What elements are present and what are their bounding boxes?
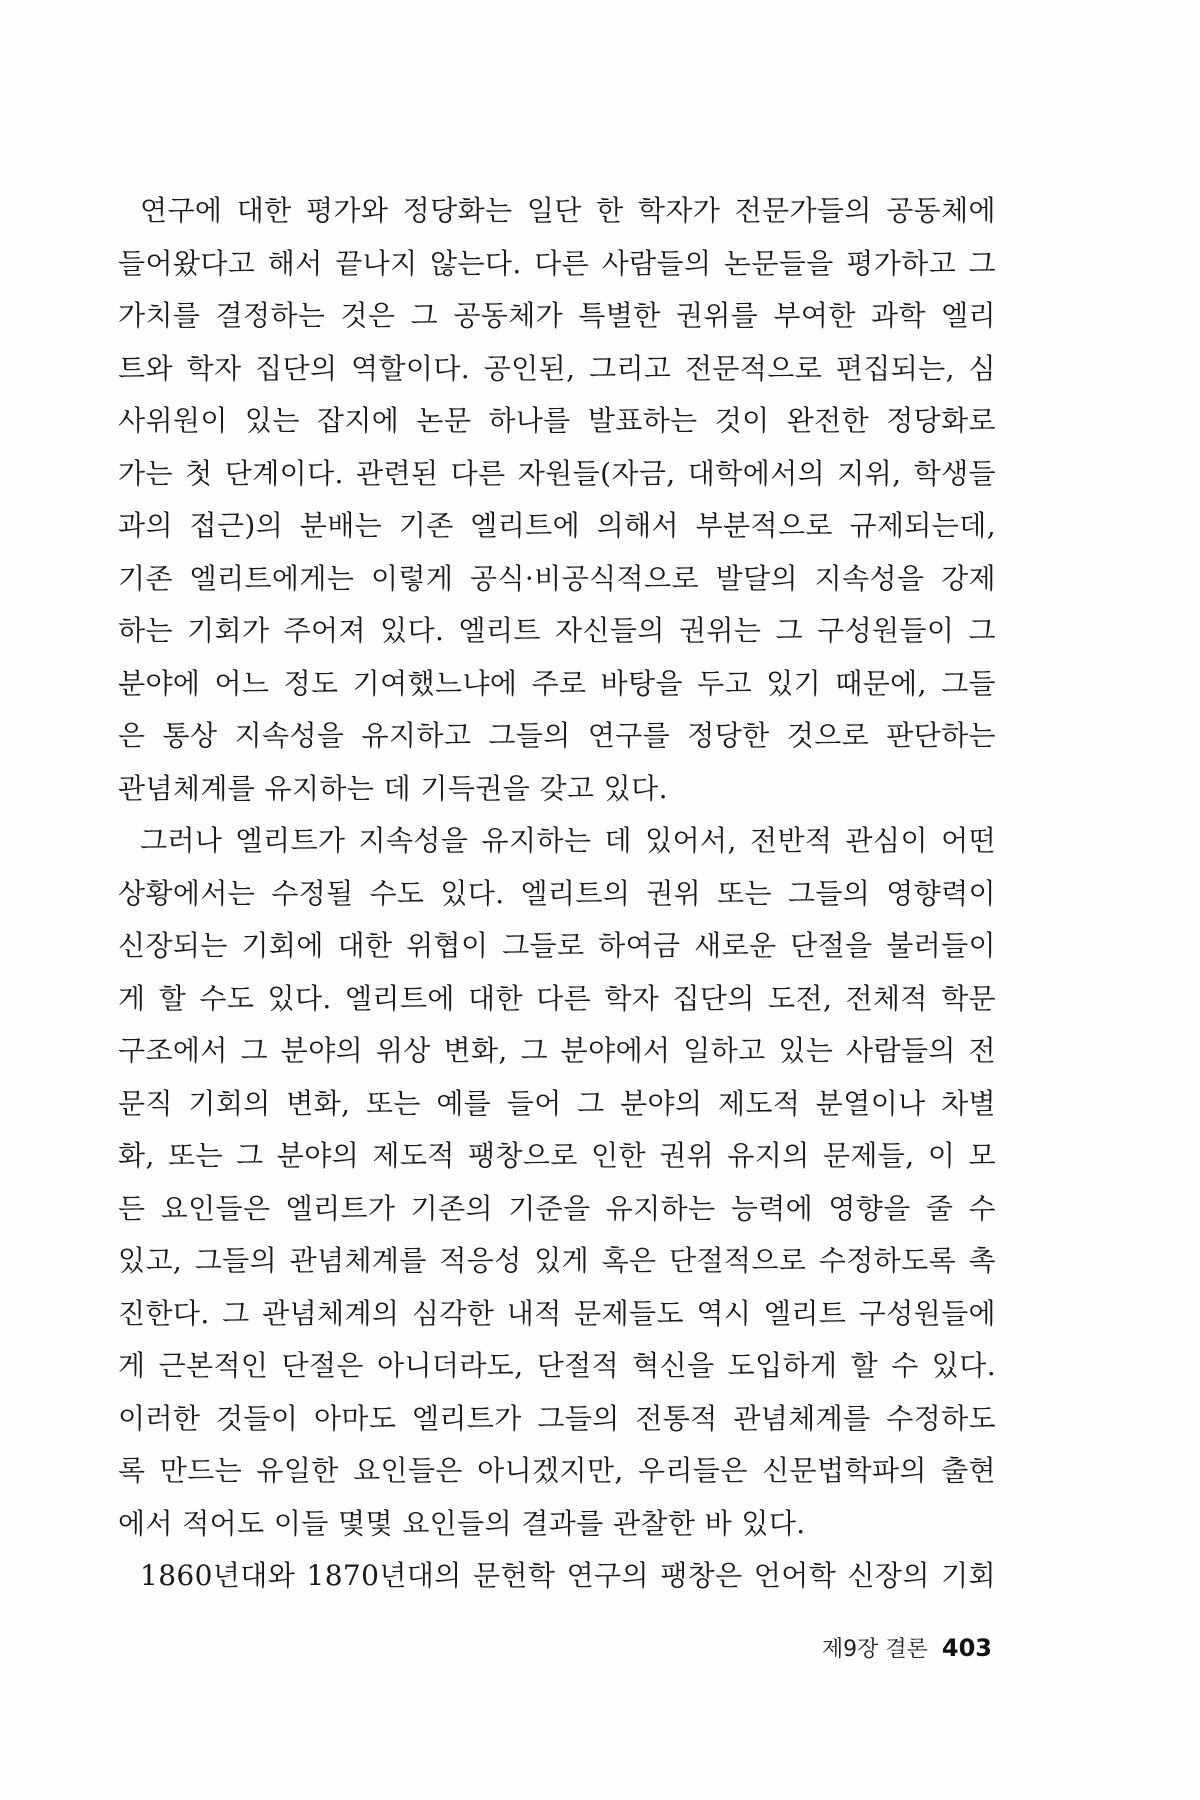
- body-text: [118, 185, 996, 1603]
- paragraph-1: [118, 185, 996, 815]
- text-line: 록 만드는 유일한 요인들은 아니겠지만, 우리들은 신문법학파의 출현: [118, 1454, 996, 1487]
- text-line: 가치를 결정하는 것은 그 공동체가 특별한 권위를 부여한 과학 엘리: [118, 299, 996, 332]
- text-line: 진한다. 그 관념체계의 심각한 내적 문제들도 역시 엘리트 구성원들에: [118, 1296, 996, 1330]
- text-line: 화, 또는 그 분야의 제도적 팽창으로 인한 권위 유지의 문제들, 이 모: [118, 1139, 996, 1172]
- text-line: 들어왔다고 해서 끝나지 않는다. 다른 사람들의 논문들을 평가하고 그: [118, 246, 996, 280]
- text-line: 에서 적어도 이들 몇몇 요인들의 결과를 관찰한 바 있다.: [118, 1506, 806, 1540]
- text-line: 하는 기회가 주어져 있다. 엘리트 자신들의 권위는 그 구성원들이 그: [118, 614, 996, 647]
- text-line: 있고, 그들의 관념체계를 적응성 있게 혹은 단절적으로 수정하도록 촉: [118, 1244, 996, 1277]
- text-line: 트와 학자 집단의 역할이다. 공인된, 그리고 전문적으로 편집되는, 심: [118, 351, 996, 385]
- text-line: 연구에 대한 평가와 정당화는 일단 한 학자가 전문가들의 공동체에: [140, 194, 996, 227]
- text-line: 문직 기회의 변화, 또는 예를 들어 그 분야의 제도적 분열이나 차별: [118, 1086, 996, 1120]
- chapter-title: 제9장 결론: [821, 1637, 928, 1662]
- text-line: 이러한 것들이 아마도 엘리트가 그들의 전통적 관념체계를 수정하도: [118, 1401, 996, 1435]
- text-line: 구조에서 그 분야의 위상 변화, 그 분야에서 일하고 있는 사람들의 전: [118, 1034, 996, 1067]
- paragraph-3: [118, 1550, 996, 1603]
- text-line: 상황에서는 수정될 수도 있다. 엘리트의 권위 또는 그들의 영향력이: [118, 876, 996, 910]
- paragraph-2: [118, 815, 996, 1550]
- text-line: 은 통상 지속성을 유지하고 그들의 연구를 정당한 것으로 판단하는: [118, 719, 996, 752]
- text-line: 기존 엘리트에게는 이렇게 공식·비공식적으로 발달의 지속성을 강제: [118, 561, 996, 595]
- text-line: 든 요인들은 엘리트가 기존의 기준을 유지하는 능력에 영향을 줄 수: [118, 1191, 996, 1225]
- text-line: 게 근본적인 단절은 아니더라도, 단절적 혁신을 도입하게 할 수 있다.: [118, 1349, 996, 1382]
- text-line: 게 할 수도 있다. 엘리트에 대한 다른 학자 집단의 도전, 전체적 학문: [118, 981, 996, 1015]
- page-footer: [822, 1632, 992, 1663]
- text-line: 사위원이 있는 잡지에 논문 하나를 발표하는 것이 완전한 정당화로: [118, 404, 996, 437]
- text-line: 가는 첫 단계이다. 관련된 다른 자원들(자금, 대학에서의 지위, 학생들: [118, 456, 996, 490]
- text-line: 분야에 어느 정도 기여했느냐에 주로 바탕을 두고 있기 때문에, 그들: [118, 666, 996, 700]
- text-line: 관념체계를 유지하는 데 기득권을 갖고 있다.: [118, 771, 668, 805]
- text-line: 그러나 엘리트가 지속성을 유지하는 데 있어서, 전반적 관심이 어떤: [140, 824, 996, 857]
- page-number: 403: [941, 1634, 992, 1662]
- text-line: 과의 접근)의 분배는 기존 엘리트에 의해서 부분적으로 규제되는데,: [118, 509, 996, 542]
- text-line: 신장되는 기회에 대한 위협이 그들로 하여금 새로운 단절을 불러들이: [118, 929, 996, 962]
- text-line: 1860년대와 1870년대의 문헌학 연구의 팽창은 언어학 신장의 기회: [140, 1559, 996, 1592]
